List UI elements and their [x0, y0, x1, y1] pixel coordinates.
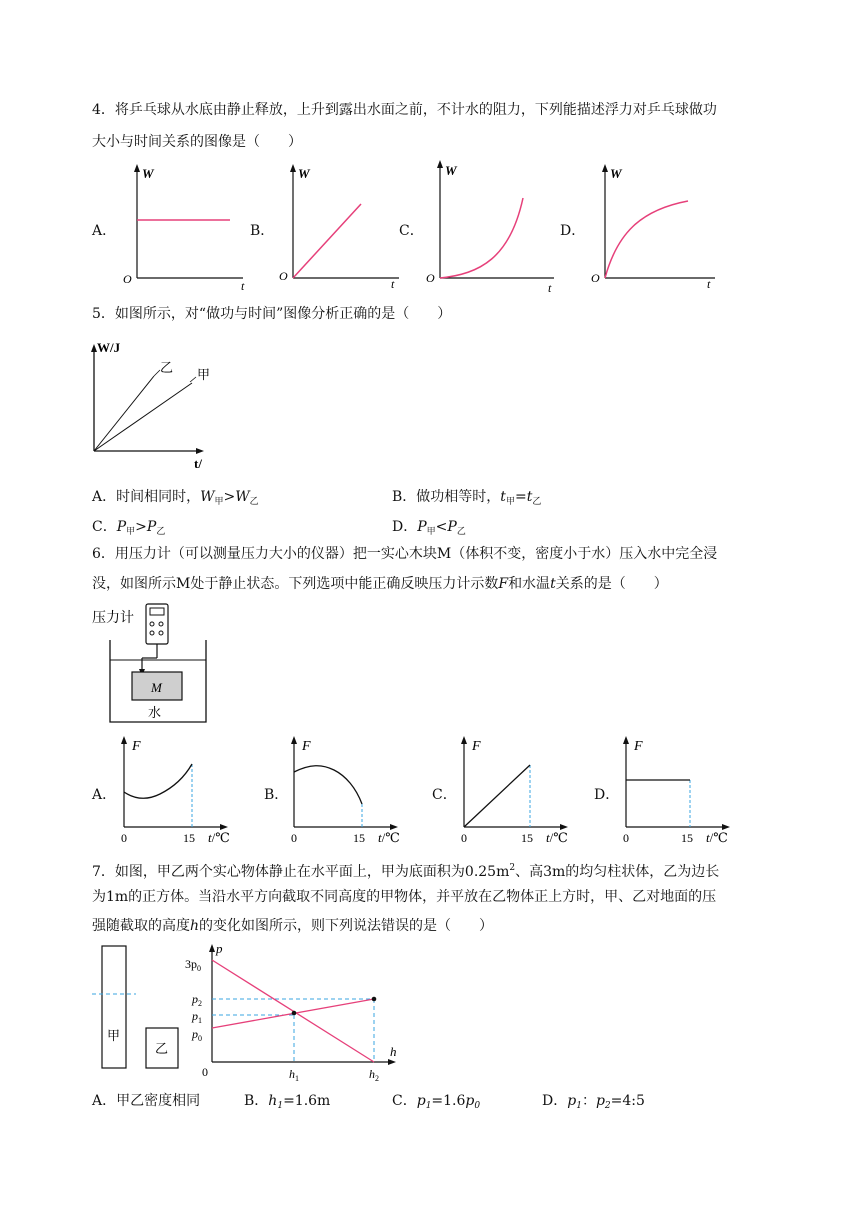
- svg-text:0: 0: [202, 1065, 208, 1079]
- svg-text:p1: $p_1$: [192, 1009, 202, 1025]
- svg-text:h2: $h_2$: [369, 1067, 379, 1082]
- object-jia: [102, 946, 126, 1068]
- q6-option-a-label: A．: [92, 787, 117, 803]
- q7-option-a[interactable]: A．甲乙密度相同: [92, 1093, 201, 1109]
- q4-graph-d: [585, 162, 725, 290]
- q6-graph-d: [614, 732, 746, 848]
- q6-option-b-label: B．: [264, 787, 289, 803]
- q5-x-label: t/: [194, 456, 202, 471]
- svg-text:F: F: [472, 739, 481, 754]
- q6-block-label: M: [151, 680, 162, 695]
- svg-text:h1: $h_1$: [289, 1067, 299, 1082]
- svg-text:3p0: $3p_0$: [185, 957, 201, 973]
- q6-graph-a: [112, 732, 244, 848]
- svg-text:t/℃: t/℃: [546, 830, 568, 845]
- svg-text:h: h: [390, 1044, 397, 1059]
- q5-stem: 5．如图所示，对“做功与时间”图像分析正确的是（ ）: [92, 306, 452, 322]
- q6-b-curve: [294, 766, 362, 804]
- q7-pressure-graph: [180, 940, 412, 1082]
- q6-graph-b: [282, 732, 414, 848]
- q6-a-curve: [124, 764, 192, 798]
- svg-text:p2: $p_2$: [192, 992, 202, 1008]
- q4-graph-b: [273, 162, 413, 290]
- q4-option-b-label: B．: [250, 223, 275, 239]
- q7-option-d[interactable]: D．$p_1$：$p_2=4:5$: [542, 1093, 645, 1111]
- q5-option-a[interactable]: A．时间相同时，$W_甲>W_乙$: [92, 489, 259, 507]
- svg-text:0: 0: [461, 831, 467, 845]
- q4-stem-line2: 大小与时间关系的图像是（ ）: [92, 134, 302, 150]
- svg-text:t/℃: t/℃: [208, 830, 230, 845]
- svg-text:15: 15: [521, 831, 533, 845]
- q5-option-d[interactable]: D．$P_甲<P_乙$: [392, 519, 466, 537]
- q4-a-origin: O: [123, 272, 132, 286]
- svg-text:0: 0: [291, 831, 297, 845]
- q4-c-x-label: t: [548, 281, 552, 294]
- q4-d-origin: O: [591, 271, 600, 285]
- svg-text:15: 15: [353, 831, 365, 845]
- svg-text:F: F: [302, 739, 311, 754]
- q4-option-a-label: A．: [92, 223, 117, 239]
- q4-b-x-label: t: [391, 277, 395, 290]
- svg-text:p0: $p_0$: [192, 1027, 202, 1043]
- q4-graph-c: [420, 158, 560, 294]
- q6-c-curve: [464, 765, 530, 827]
- q6-option-c-label: C．: [432, 787, 457, 803]
- svg-text:F: F: [132, 739, 141, 754]
- q5-option-c[interactable]: C．$P_甲>P_乙$: [92, 519, 166, 537]
- q7-stem-line1: 7．如图，甲乙两个实心物体静止在水平面上，甲为底面积为$0.25m^2$、高3m的均匀柱状体，乙为边长: [92, 863, 720, 880]
- svg-text:p: p: [216, 941, 223, 956]
- intersection-point: [292, 1011, 297, 1016]
- q7-option-c[interactable]: C．$p_1=1.6p_0$: [392, 1093, 481, 1111]
- q4-option-c-label: C．: [399, 223, 424, 239]
- q4-c-origin: O: [426, 271, 435, 285]
- q4-option-d-label: D．: [560, 223, 586, 239]
- q4-c-y-label: W: [445, 163, 457, 178]
- svg-text:甲: 甲: [107, 1028, 121, 1043]
- q6-stem-line1: 6．用压力计（可以测量压力大小的仪器）把一实心木块M（体积不变，密度小于水）压入水中完全浸: [92, 546, 718, 562]
- q6-apparatus-diagram: [90, 600, 220, 726]
- q5-option-b[interactable]: B．做功相等时，$t_甲=t_乙$: [392, 489, 542, 507]
- q4-d-y-label: W: [610, 166, 622, 181]
- q5-graph: [86, 336, 226, 472]
- svg-text:F: F: [634, 739, 643, 754]
- q4-a-x-label: t: [241, 279, 245, 290]
- end-point: [372, 997, 377, 1002]
- q4-d-curve: [605, 201, 688, 278]
- svg-text:0: 0: [623, 831, 629, 845]
- q7-stem-line2: 为1m的正方体。当沿水平方向截取不同高度的甲物体，并平放在乙物体正上方时，甲、乙对地面的压: [92, 889, 717, 905]
- svg-text:乙: 乙: [155, 1041, 169, 1056]
- q6-graph-c: [452, 732, 584, 848]
- svg-text:15: 15: [681, 831, 693, 845]
- q7-objects-diagram: [92, 942, 192, 1074]
- q4-c-curve: [440, 198, 523, 278]
- q7-stem-line3: 强随截取的高度h的变化如图所示，则下列说法错误的是（ ）: [92, 918, 494, 934]
- svg-text:t/℃: t/℃: [706, 830, 728, 845]
- q4-b-origin: O: [279, 269, 288, 283]
- svg-text:0: 0: [121, 831, 127, 845]
- q4-graph-a: [115, 162, 255, 290]
- q4-b-y-label: W: [298, 166, 310, 181]
- q6-water-label: 水: [148, 705, 162, 720]
- svg-text:t/℃: t/℃: [378, 830, 400, 845]
- q5-line-jia-label: 甲: [197, 367, 211, 382]
- q6-stem-line2: 没，如图所示M处于静止状态。下列选项中能正确反映压力计示数F和水温t关系的是（ ）: [92, 576, 668, 592]
- q4-a-y-label: W: [142, 166, 154, 181]
- q4-stem-line1: 4．将乒乓球从水底由静止释放，上升到露出水面之前，不计水的阻力，下列能描述浮力对乒乓球做功: [92, 102, 717, 118]
- q6-gauge-label: 压力计: [92, 611, 134, 626]
- q4-b-curve: [293, 204, 361, 278]
- q7-option-b[interactable]: B．$h_1=1.6m$: [244, 1093, 331, 1111]
- q4-d-x-label: t: [707, 277, 711, 290]
- svg-text:15: 15: [183, 831, 195, 845]
- q6-option-d-label: D．: [594, 787, 620, 803]
- q5-line-yi-label: 乙: [160, 360, 174, 375]
- q5-y-label: W/J: [97, 340, 121, 355]
